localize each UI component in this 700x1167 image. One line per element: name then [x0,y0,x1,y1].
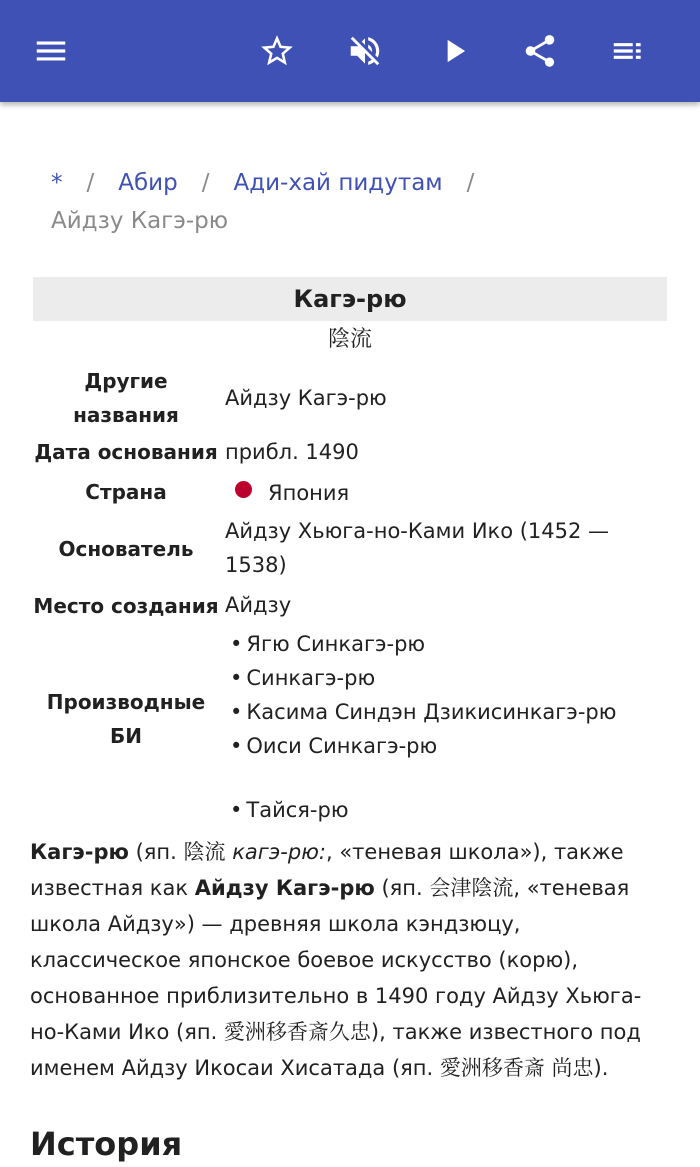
paragraph-text: (яп. 陰流 [128,840,233,864]
infobox-label: Другие названия [73,369,179,427]
infobox-value: Айдзу Кагэ-рю [225,386,387,410]
infobox [33,277,667,822]
infobox-label: Дата основания [34,440,218,464]
list-item[interactable]: • Ягю Синкагэ-рю [225,627,665,661]
infobox-value: Айдзу Хьюга-но-Ками Ико (1452 — 1538) [225,519,610,577]
infobox-value-country [225,476,665,510]
star-outline-icon [258,32,296,70]
breadcrumb-separator: / [466,170,475,196]
menu-icon [32,32,70,70]
infobox-row-other-names [33,363,667,433]
breadcrumb-item-abir[interactable]: Абир [118,170,178,196]
infobox-value: Айдзу [225,593,292,617]
article-term: Айдзу Кагэ-рю [194,876,375,900]
infobox-title: Кагэ-рю [33,277,667,321]
infobox-row-country [33,474,667,510]
japan-flag-icon [235,481,252,498]
infobox-row-founder [33,513,667,585]
mute-button[interactable] [340,26,390,76]
paragraph-text-italic: кагэ-рю: [232,840,326,864]
infobox-value: прибл. 1490 [225,440,359,464]
breadcrumb-separator: / [86,170,95,196]
infobox-value-list [225,627,665,827]
paragraph-text: , «теневая школа»), также известная как [30,840,624,900]
share-button[interactable] [515,26,565,76]
infobox-label: Место создания [33,594,219,618]
paragraph-text: (яп. 会津陰流, «теневая школа Айдзу») — древняя школа кэндзюцу, классическое японское боевое искусство (корю), основанное приблизительно в 1490 году Айдзу Хьюга-но-Ками Ико (яп. 愛洲移香斎久忠), также известного под именем Айдзу Икосаи Хисатада (яп. 愛洲移香斎 尚忠). [30,876,642,1080]
list-item[interactable]: • Тайся-рю [225,793,665,827]
infobox-subtitle: 陰流 [327,327,372,352]
infobox-label: Основатель [58,537,194,561]
menu-button[interactable] [26,26,76,76]
list-item[interactable]: • Синкагэ-рю [225,661,665,695]
list-item[interactable]: • Оиси Синкагэ-рю [225,729,665,763]
article-paragraph [30,834,675,1086]
infobox-row-place [33,588,667,624]
infobox-label: Производные БИ [46,690,206,748]
breadcrumb-separator: / [201,170,210,196]
volume-off-icon [346,32,384,70]
breadcrumb [51,164,671,240]
playlist-icon [609,32,647,70]
share-icon [521,32,559,70]
country-link[interactable]: Япония [268,481,350,505]
favorite-button[interactable] [252,26,302,76]
infobox-row-founded [33,434,667,470]
section-heading-history: История [30,1125,183,1163]
app-bar [0,0,700,102]
breadcrumb-item-root[interactable]: * [51,170,63,196]
list-item[interactable]: • Касима Синдэн Дзикисинкагэ-рю [225,695,665,729]
play-icon [435,32,473,70]
infobox-label: Страна [85,480,167,504]
play-button[interactable] [429,26,479,76]
article-term: Кагэ-рю [30,840,129,864]
playlist-button[interactable] [603,26,653,76]
infobox-row-derived [33,627,667,827]
breadcrumb-current: Айдзу Кагэ-рю [51,208,229,234]
breadcrumb-item-adi-hai[interactable]: Ади-хай пидутам [233,170,443,196]
